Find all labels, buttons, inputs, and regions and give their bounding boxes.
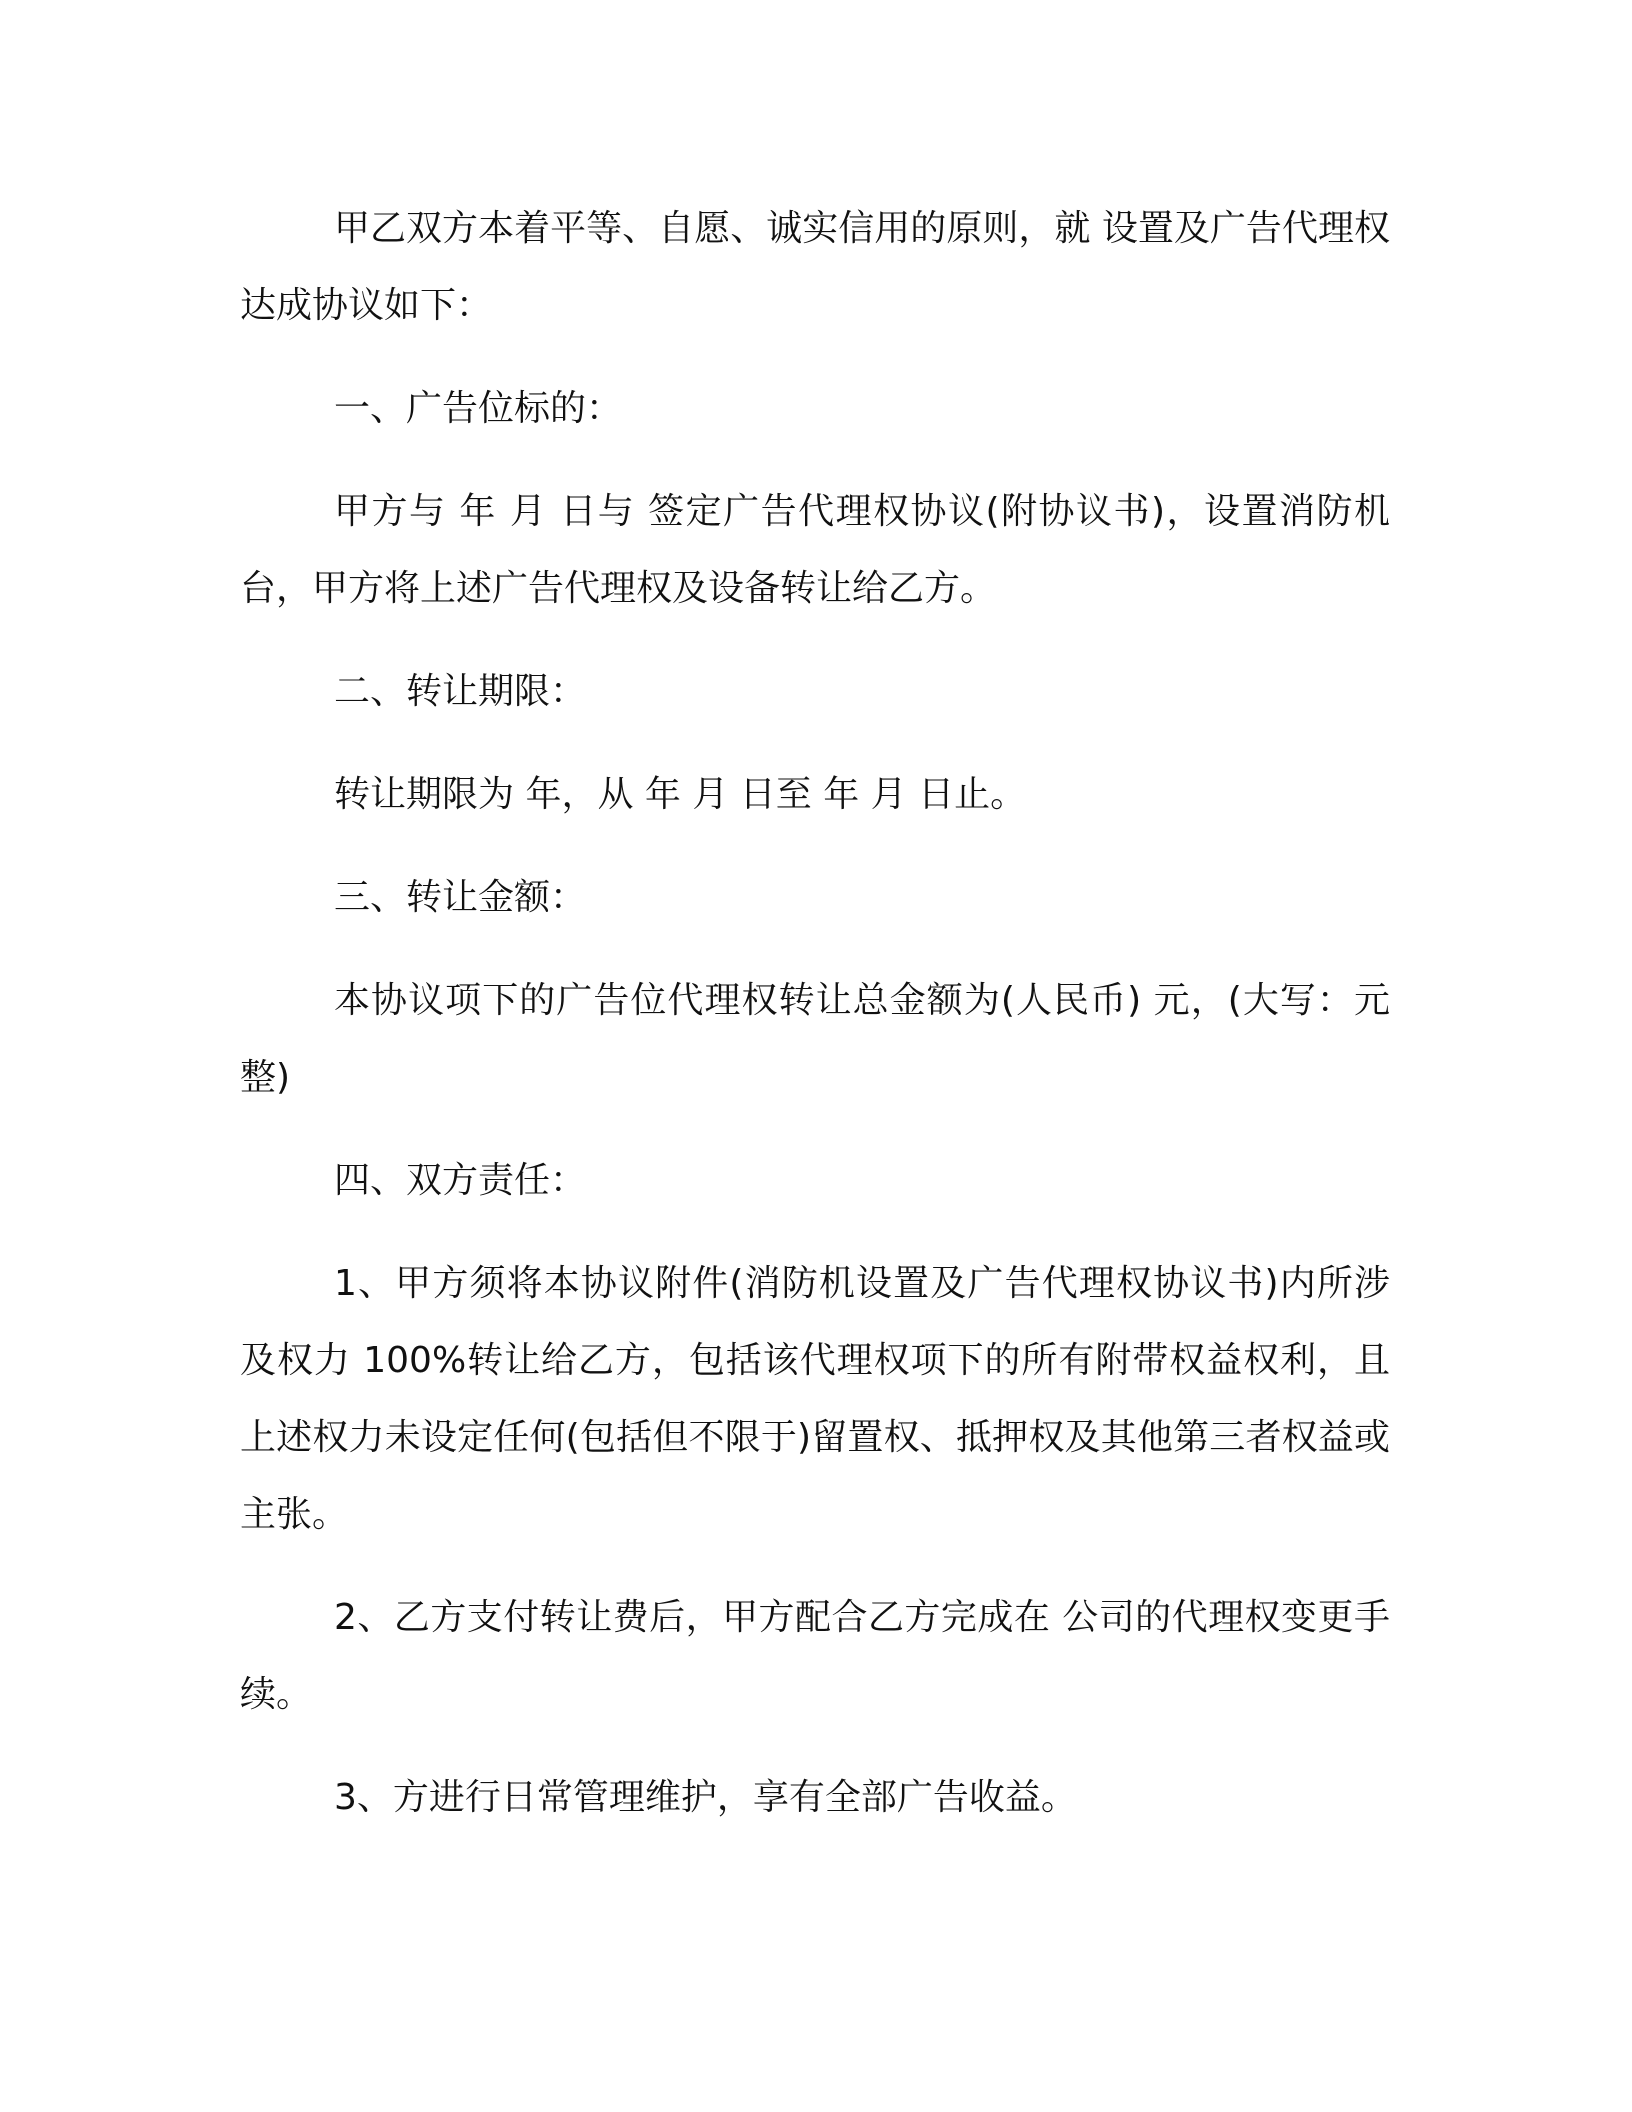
document-body (240, 190, 1390, 1862)
responsibility-item-1: 1、甲方须将本协议附件(消防机设置及广告代理权协议书)内所涉及权力 100%转让给乙方，包括该代理权项下的所有附带权益权利，且上述权力未设定任何(包括但不限于)留置权、抵押权及其他第三者权益或主张。 (240, 1263, 1390, 1535)
section-heading-transfer-amount: 三、转让金额： (334, 877, 587, 918)
ad-position-paragraph: 甲方与 年 月 日与 签定广告代理权协议(附协议书)，设置消防机台，甲方将上述广告代理权及设备转让给乙方。 (240, 491, 1390, 609)
responsibility-item-3: 3、方进行日常管理维护，享有全部广告收益。 (334, 1777, 1077, 1818)
section-heading-responsibilities: 四、双方责任： (334, 1160, 587, 1201)
intro-paragraph: 甲乙双方本着平等、自愿、诚实信用的原则，就 设置及广告代理权达成协议如下： (240, 208, 1390, 326)
section-heading-transfer-term: 二、转让期限： (334, 671, 587, 712)
responsibility-item-2: 2、乙方支付转让费后，甲方配合乙方完成在 公司的代理权变更手续。 (240, 1597, 1390, 1715)
section-heading-ad-position: 一、广告位标的： (334, 388, 623, 429)
transfer-amount-paragraph: 本协议项下的广告位代理权转让总金额为(人民币) 元，(大写：元整) (240, 980, 1390, 1098)
transfer-term-paragraph: 转让期限为 年，从 年 月 日至 年 月 日止。 (334, 774, 1027, 815)
